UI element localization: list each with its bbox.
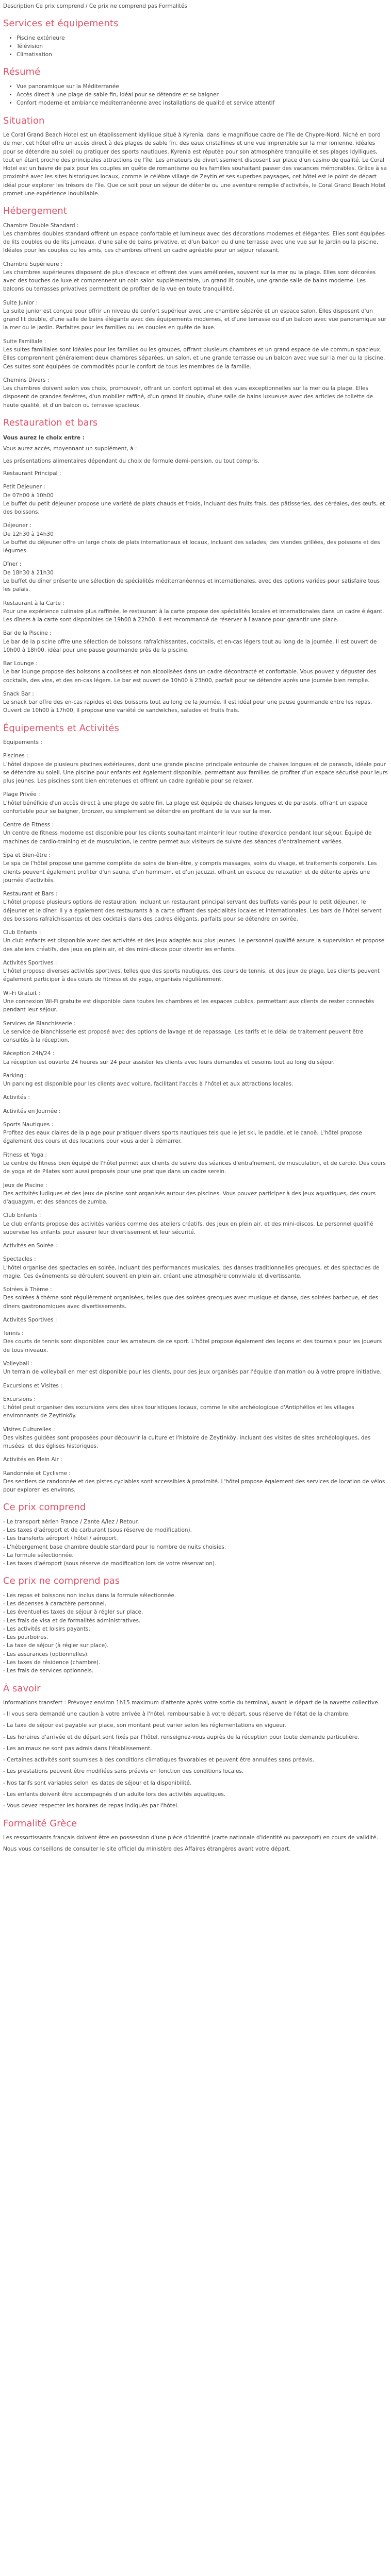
list-item: - Les taxes d'aéroport (sous réserve de modification lors de votre réservation).	[3, 1561, 217, 1567]
list-item: Les ressortissants français doivent être en possession d'une pièce d'identité (carte nationale d'identité ou passeport) en cours de validité.	[3, 1834, 378, 1841]
block-text: Des sentiers de randonnée et des pistes cyclables sont accessibles à proximité. L'hôtel propose également des services de location de vélos pour explorer les environs.	[3, 1478, 385, 1494]
list-item: - Les animaux ne sont pas admis dans l'établissement.	[3, 1745, 152, 1752]
content-block	[3, 521, 388, 555]
block-text: L'hôtel bénéficie d'un accès direct à une plage de sable fin. La plage est équipée de chaises longues et de parasols, offrant un espace confortable pour se baigner, bronzer, ou simplement se détendre en profitant de la vue sur la mer.	[3, 800, 368, 815]
block-text: L'hôtel dispose de plusieurs piscines extérieures, dont une grande piscine principale entourée de chaises longues et de parasols, idéale pour se détendre au soleil. Une piscine pour enfants est également disponible, permettant aux familles de profiter d'un espace sécurisé pour leurs plus jeunes. Les piscines sont bien entretenues et offrent un cadre agréable pour se relaxer.	[3, 761, 388, 785]
restauration-intro-line: Vous aurez accès, moyennant un supplément, à :	[3, 445, 137, 452]
list-item: Informations transfert : Prévoyez environ 1h15 maximum d'attente après votre sortie du terminal, avant le départ de la navette collective.	[3, 1699, 380, 1706]
resume-section	[3, 66, 388, 107]
block-text: L'hôtel peut organiser des excursions vers des sites touristiques locaux, comme le site archéologique d'Antiphéllos et les villages environnants de Zeytinköy.	[3, 1404, 354, 1419]
restauration-section	[3, 417, 388, 715]
list-item: • Télévision	[17, 42, 388, 50]
list-item: • Accès direct à une plage de sable fin, idéal pour se détendre et se baigner	[17, 91, 388, 99]
content-block	[3, 1316, 388, 1324]
block-text: Des activités ludiques et des jeux de piscine sont organisés autour des piscines. Vous pouvez participer à des jeux aquatiques, des cours d'aquagym, et des séances de zumba.	[3, 1190, 376, 1206]
block-text: Des courts de tennis sont disponibles pour les amateurs de ce sport. L'hôtel propose également des leçons et des tournois pour les joueurs de tous niveaux.	[3, 1338, 382, 1353]
block-title: Activités en Journée :	[3, 1108, 61, 1114]
content-block	[3, 1121, 388, 1146]
content-block	[3, 1382, 388, 1390]
list-item: - La taxe de séjour est payable sur place, son montant peut varier selon les réglementations en vigueur.	[3, 1722, 286, 1729]
chemins-block	[3, 376, 388, 410]
list-item: - Les activités et loisirs payants.	[3, 1625, 90, 1632]
block-title: Services de Blanchisserie :	[3, 1020, 76, 1027]
content-block	[3, 1329, 388, 1354]
services-section	[3, 18, 388, 59]
block-title: Déjeuner :	[3, 522, 31, 529]
content-block	[3, 483, 388, 516]
content-block	[3, 222, 388, 255]
savoir-items	[3, 1699, 388, 1810]
block-text: Le centre de fitness bien équipé de l'hôtel permet aux clients de suivre des séances d'entraînement, de musculation, et de cardio. Des cours de yoga et de Pilates sont aussi proposés pour une pratique dans un cadre serein.	[3, 1160, 386, 1175]
block-title: Visites Culturelles :	[3, 1426, 55, 1433]
block-text: L'hôtel propose plusieurs options de restauration, incluant un restaurant principal servant des buffets variés pour le petit déjeuner, le déjeuner et le dîner. Il y a également des restaurants à la carte offrant des spécialités locales et internationales. Les bars de l'hôtel servent des boissons rafraîchissantes et des cocktails dans des cadres élégants, parfaits pour se détendre en soirée.	[3, 899, 382, 922]
block-text: La suite junior est conçue pour offrir un niveau de confort supérieur avec une chambre séparée et un espace salon. Elles disposent d'un grand lit double, d'une salle de bains élégante avec des équipements modernes, et d'une terrasse ou d'un balcon avec vue panoramique sur la mer ou le jardin. Parfaites pour les familles ou les couples en quête de luxe.	[3, 308, 386, 331]
list-item: - Il vous sera demandé une caution à votre arrivée à l'hôtel, remboursable à votre départ, sous réserve de l'état de la chambre.	[3, 1711, 350, 1718]
list-item: - Les éventuelles taxes de séjour à régler sur place.	[3, 1609, 143, 1616]
block-text: Un centre de fitness moderne est disponible pour les clients souhaitant maintenir leur routine d'exercice pendant leur séjour. Équipé de machines de cardio-training et de musculation, le centre permet aux visiteurs de suivre des séances d'entraînement variées.	[3, 830, 372, 845]
chemins-title: Chemins Divers :	[3, 377, 50, 383]
block-text: La réception est ouverte 24 heures sur 24 pour assister les clients avec leurs demandes et besoins tout au long du séjour.	[3, 1059, 335, 1065]
block-title: Sports Nautiques :	[3, 1121, 54, 1128]
activites-blocks	[3, 738, 388, 1494]
content-block	[3, 1020, 388, 1045]
content-block	[3, 1072, 388, 1089]
content-block	[3, 1181, 388, 1207]
list-item: - Les enfants doivent être accompagnés d'un adulte lors des activités aquatiques.	[3, 1791, 226, 1798]
block-title: Excursions :	[3, 1396, 36, 1402]
non-inclus-title: Ce prix ne comprend pas	[3, 1575, 120, 1587]
block-title: Soirées à Thème :	[3, 1286, 52, 1293]
block-text: Pour une expérience culinaire plus raffinée, le restaurant à la carte propose des spécialités locales et internationales dans un cadre élégant. Les dîners à la carte sont disponibles de 19h00 à 22h00. Il est recommandé de réserver à l'avance pour garantir une place.	[3, 608, 384, 623]
content-block	[3, 629, 388, 654]
block-title: Club Enfants :	[3, 1212, 41, 1219]
block-title: Chambre Double Standard :	[3, 222, 79, 229]
block-text: Les chambres supérieures disposent de plus d'espace et offrent des vues améliorées, souvent sur la mer ou la plage. Elles sont décorées avec des touches de luxe et comprennent un coin salon supplémentaire, un grand lit double, une grande salle de bains moderne. Les balcons ou terrasses privatives permettent de profiter de la vue en toute tranquillité.	[3, 269, 376, 293]
block-text: L'hôtel propose diverses activités sportives, telles que des sports nautiques, des cours de tennis, et des jeux de plage. Les clients peuvent également participer à des cours de fitness et de yoga, organisés régulièrement.	[3, 968, 380, 983]
block-text: Un club enfants est disponible avec des activités et des jeux adaptés aux plus jeunes. Le personnel qualifié assure la supervision et propose des ateliers créatifs, des jeux en plein air, et des mini-discos pour divertir les enfants.	[3, 938, 385, 953]
list-item: - Les frais de visa et de formalités administratives.	[3, 1617, 141, 1624]
content-block	[3, 1360, 388, 1377]
inclus-title: Ce prix comprend	[3, 1502, 86, 1513]
block-title: Restaurant et Bars :	[3, 891, 58, 897]
block-text: Les suites familiales sont idéales pour les familles ou les groupes, offrant plusieurs chambres et un grand espace de vie commun spacieux. Elles comprennent généralement deux chambres séparées, un salon, et une grande terrasse ou un balcon avec vue sur la mer ou la piscine. Ces suites sont équipées de commodités pour le confort de tous les membres de la famille.	[3, 347, 385, 370]
block-title: Réception 24h/24 :	[3, 1050, 55, 1057]
formalites-items	[3, 1834, 388, 1854]
list-item: - Les pourboires.	[3, 1634, 48, 1641]
block-title: Bar de la Piscine :	[3, 630, 52, 637]
savoir-title: À savoir	[3, 1683, 41, 1694]
block-title: Jeux de Piscine :	[3, 1182, 47, 1189]
list-item: - L'hébergement base chambre double standard pour le nombre de nuits choisies.	[3, 1544, 226, 1550]
block-title: Centre de Fitness :	[3, 822, 54, 828]
block-text: Une connexion Wi-Fi gratuite est disponible dans toutes les chambres et les espaces publics, permettant aux clients de rester connectés pendant leur séjour.	[3, 998, 374, 1013]
block-text: Un terrain de volleyball en mer est disponible pour les clients, pour des jeux organisés par l'équipe d'animation ou à votre propre initiative.	[3, 1369, 382, 1376]
content-block	[3, 690, 388, 715]
list-item: • Piscine extérieure	[17, 34, 388, 42]
restauration-intro-bold: Vous aurez le choix entre :	[3, 435, 85, 442]
list-item: - Le transport aérien France / Zante A/lez / Retour.	[3, 1518, 139, 1525]
content-block	[3, 560, 388, 594]
savoir-section	[3, 1683, 388, 1810]
block-title: Spectacles :	[3, 1256, 36, 1263]
block-text: L'hôtel organise des spectacles en soirée, incluant des performances musicales, des danses traditionnelles grecques, et des spectacles de magie. Ces événements se déroulent souvent en plein air, créant une atmosphère conviviale et divertissante.	[3, 1264, 380, 1279]
content-block	[3, 659, 388, 685]
content-block	[3, 1255, 388, 1280]
block-title: Tennis :	[3, 1330, 24, 1337]
list-item: - La formule sélectionnée.	[3, 1552, 74, 1558]
situation-title: Situation	[3, 115, 45, 126]
content-block	[3, 1151, 388, 1176]
block-title: Piscines :	[3, 753, 28, 759]
content-block	[3, 260, 388, 294]
block-text: Le bar lounge propose des boissons alcoolisées et non alcoolisées dans un cadre décontracté et confortable. Vous pouvez y déguster des cocktails, des vins, et des en-cas légers. Le bar est ouvert de 10h00 à 23h00, parfait pour se détendre après une journée bien remplie.	[3, 669, 377, 684]
content-block	[3, 790, 388, 816]
inclus-section	[3, 1501, 388, 1568]
block-title: Chambre Supérieure :	[3, 261, 63, 267]
block-title: Randonnée et Cyclisme :	[3, 1470, 71, 1477]
block-title: Spa et Bien-être :	[3, 852, 51, 858]
block-title: Volleyball :	[3, 1361, 33, 1367]
content-block	[3, 959, 388, 984]
block-title: Activités Sportives :	[3, 1316, 57, 1323]
block-title: Restaurant à la Carte :	[3, 600, 64, 606]
block-title: Snack Bar :	[3, 690, 34, 697]
non-inclus-items	[3, 1591, 388, 1675]
block-title: Fitness et Yoga :	[3, 1151, 47, 1158]
non-inclus-section	[3, 1575, 388, 1675]
block-text: Un parking est disponible pour les clients avec voiture, facilitant l'accès à l'hôtel et aux attractions locales.	[3, 1081, 294, 1088]
formalites-title: Formalité Grèce	[3, 1818, 77, 1829]
list-item: - Nos tarifs sont variables selon les dates de séjour et la disponibilité.	[3, 1780, 192, 1786]
list-item: - Les transferts aéroport / hôtel / aéroport.	[3, 1535, 118, 1542]
list-item: - Les horaires d'arrivée et de départ sont fixés par l'hôtel, renseignez-vous auprès de la réception pour toute demande particulière.	[3, 1734, 360, 1740]
list-item: - Les prestations peuvent être modifiées sans préavis en fonction des conditions locales.	[3, 1768, 244, 1775]
block-text: Des visites guidées sont proposées pour découvrir la culture et l'histoire de Zeytinköy, incluant des visites de sites archéologiques, des musées, et des églises historiques.	[3, 1434, 371, 1450]
block-text: Le spa de l'hôtel propose une gamme complète de soins de bien-être, y compris massages, soins du visage, et traitements corporels. Les clients peuvent également profiter d'un sauna, d'un hammam, et d'un jacuzzi, offrant un espace de relaxation et de détente après une journée d'activités.	[3, 860, 377, 884]
block-text: De 12h30 à 14h30	[3, 531, 54, 537]
block-title: Équipements :	[3, 739, 42, 746]
list-item: • Confort moderne et ambiance méditerranéenne avec installations de qualité et service attentif	[17, 99, 388, 107]
hebergement-section	[3, 205, 388, 410]
content-block	[3, 1049, 388, 1066]
list-item: - Les dépenses à caractère personnel.	[3, 1601, 107, 1607]
content-block	[3, 890, 388, 923]
block-title: Excursions et Visites :	[3, 1382, 62, 1389]
block-text: Le service de blanchisserie est proposé avec des options de lavage et de repassage. Les tarifs et le délai de traitement peuvent être consultés à la réception.	[3, 1028, 364, 1044]
content-block	[3, 1469, 388, 1495]
block-title: Parking :	[3, 1072, 27, 1079]
content-block	[3, 1426, 388, 1451]
block-text: De 07h00 à 10h00	[3, 492, 54, 499]
content-block	[3, 1211, 388, 1236]
situation-text: Le Coral Grand Beach Hotel est un établissement idyllique situé à Kyrenia, dans le magnifique cadre de l'île de Chypre-Nord. Niché en bord de mer, cet hôtel offre un accès direct à des plages de sable fin, des eaux cristallines et une vue imprenable sur la mer ionienne, idéales pour se détendre au soleil ou pratiquer des sports nautiques. Kyrenia est réputée pour son atmosphère tranquille et ses plages idylliques, tout en étant proche des principales attractions de l'île. Les amateurs de divertissement disposent sur place d'un casino de qualité. Le Coral Hotel est un havre de paix pour les couples en quête de romantisme ou les familles souhaitant passer des vacances mémorables. Grâce à sa proximité avec les sites historiques locaux, comme le célèbre village de Zeytin et ses superbes paysages, cet hôtel est le point de départ idéal pour explorer les trésors de l'île. Que ce soit pour un séjour de détente ou une aventure remplie d'activités, le Coral Grand Beach Hotel promet une expérience inoubliable.	[3, 132, 387, 197]
hebergement-title: Hébergement	[3, 206, 67, 217]
list-item: - Vous devez respecter les horaires de repas indiqués par l'hôtel.	[3, 1803, 179, 1809]
content-block	[3, 851, 388, 885]
content-block	[3, 469, 388, 478]
list-item: - Les taxes de résidence (chambre).	[3, 1659, 101, 1666]
services-title: Services et équipements	[3, 18, 119, 29]
content-block	[3, 738, 388, 747]
situation-section	[3, 115, 388, 198]
resume-title: Résumé	[3, 66, 41, 78]
block-text: Le buffet du dîner présente une sélection de spécialités méditerranéennes et internationales, avec des options variées pour satisfaire tous les palais.	[3, 578, 380, 593]
block-text: Le buffet du petit déjeuner propose une variété de plats chauds et froids, incluant des fruits frais, des pâtisseries, des céréales, des œufs, et des boissons.	[3, 500, 385, 516]
block-title: Suite Junior :	[3, 299, 38, 306]
content-block	[3, 1455, 388, 1464]
block-text: Profitez des eaux claires de la plage pour pratiquer divers sports nautiques tels que le jet ski, le paddle, et le canoë. L'hôtel propose également des cours et des locations pour vous aider à démarrer.	[3, 1130, 362, 1145]
content-block	[3, 928, 388, 954]
block-text: Le club enfants propose des activités variées comme des ateliers créatifs, des jeux en plein air, et des mini-discos. Le personnel qualifié supervise les enfants pour assurer leur divertissement et leur sécurité.	[3, 1221, 373, 1235]
block-text: De 18h30 à 21h30	[3, 569, 54, 576]
intro-line: Description Ce prix comprend / Ce prix ne comprend pas Formalités	[3, 3, 187, 9]
chemins-text: Les chambres doivent selon vos choix, promouvoir, offrant un confort optimal et des vues exceptionnelles sur la mer ou la plage. Elles disposent de grandes fenêtres, d'un mobilier raffiné, d'un grand lit double, d'une salle de bains luxueuse avec des articles de toilette de haute qualité, et d'un balcon ou terrasse spacieux.	[3, 385, 373, 409]
content-block	[3, 752, 388, 785]
list-item: • Vue panoramique sur la Méditerranée	[17, 82, 388, 91]
block-title: Restaurant Principal :	[3, 470, 61, 477]
block-title: Wi-Fi Gratuit :	[3, 990, 40, 996]
block-text: Le snack bar offre des en-cas rapides et des boissons tout au long de la journée. Il est idéal pour une pause gourmande entre les repas. Ouvert de 10h00 à 17h00, il propose une variété de sandwiches, salades et fruits frais.	[3, 699, 372, 714]
formalites-section	[3, 1818, 388, 1854]
list-item: - Certaines activités sont soumises à des conditions climatiques favorables et peuvent être annulées sans préavis.	[3, 1757, 315, 1764]
activites-title: Équipements et Activités	[3, 722, 119, 734]
block-title: Petit Déjeuner :	[3, 484, 45, 490]
inclus-items	[3, 1518, 388, 1568]
block-title: Dîner :	[3, 561, 22, 568]
content-block	[3, 599, 388, 624]
list-item: • Climatisation	[17, 50, 388, 59]
block-title: Plage Privée :	[3, 791, 40, 798]
block-title: Activités :	[3, 1094, 30, 1101]
services-list	[3, 34, 388, 59]
content-block	[3, 989, 388, 1014]
content-block	[3, 1285, 388, 1311]
content-block	[3, 1107, 388, 1115]
block-title: Bar Lounge :	[3, 660, 38, 667]
block-text: Le bar de la piscine offre une sélection de boissons rafraîchissantes, cocktails, et en-cas légers tout au long de la journée. Il est ouvert de 10h00 à 18h00, idéal pour une pause gourmande près de la piscine.	[3, 638, 377, 653]
content-block	[3, 821, 388, 846]
content-block	[3, 1093, 388, 1101]
block-text: Des soirées à thème sont régulièrement organisées, telles que des soirées grecques avec musique et danse, des soirées barbecue, et des dîners gastronomiques avec divertissements.	[3, 1295, 379, 1310]
restauration-title: Restauration et bars	[3, 417, 98, 428]
restauration-intro-line2: Les présentations alimentaires dépendant du choix de formule demi-pension, ou tout compris.	[3, 457, 260, 464]
block-title: Activités Sportives :	[3, 959, 57, 966]
block-title: Activités en Soirée :	[3, 1243, 57, 1249]
list-item: - Les frais de services optionnels.	[3, 1668, 94, 1674]
content-block	[3, 1395, 388, 1420]
block-title: Activités en Plein Air :	[3, 1456, 62, 1463]
block-text: Le buffet du déjeuner offre un large choix de plats internationaux et locaux, incluant des salades, des viandes grillées, des poissons et des légumes.	[3, 539, 380, 554]
list-item: Nous vous conseillons de consulter le site officiel du ministère des Affaires étrangères avant votre départ.	[3, 1846, 291, 1853]
resume-list	[3, 82, 388, 108]
list-item: - Les repas et boissons non inclus dans la formule sélectionnée.	[3, 1592, 176, 1599]
block-title: Suite Familiale :	[3, 338, 46, 345]
activites-section	[3, 722, 388, 1495]
block-text: Les chambres doubles standard offrent un espace confortable et lumineux avec des décorations modernes et élégantes. Elles sont équipées de lits doubles ou de lits jumeaux, d'une salle de bains privative, et d'un balcon ou d'une terrasse avec une vue sur le jardin ou la piscine. Idéales pour les couples ou les amis, ces chambres offrent un cadre agréable pour un séjour relaxant.	[3, 230, 385, 254]
content-block	[3, 299, 388, 332]
content-block	[3, 1242, 388, 1250]
block-title: Club Enfants :	[3, 929, 41, 936]
restauration-blocks	[3, 469, 388, 715]
hebergement-blocks	[3, 222, 388, 371]
content-block	[3, 337, 388, 371]
list-item: - Les assurances (optionnelles).	[3, 1651, 89, 1657]
list-item: - Les taxes d'aéroport et de carburant (sous réserve de modification).	[3, 1527, 192, 1534]
list-item: - La taxe de séjour (à régler sur place).	[3, 1642, 109, 1649]
